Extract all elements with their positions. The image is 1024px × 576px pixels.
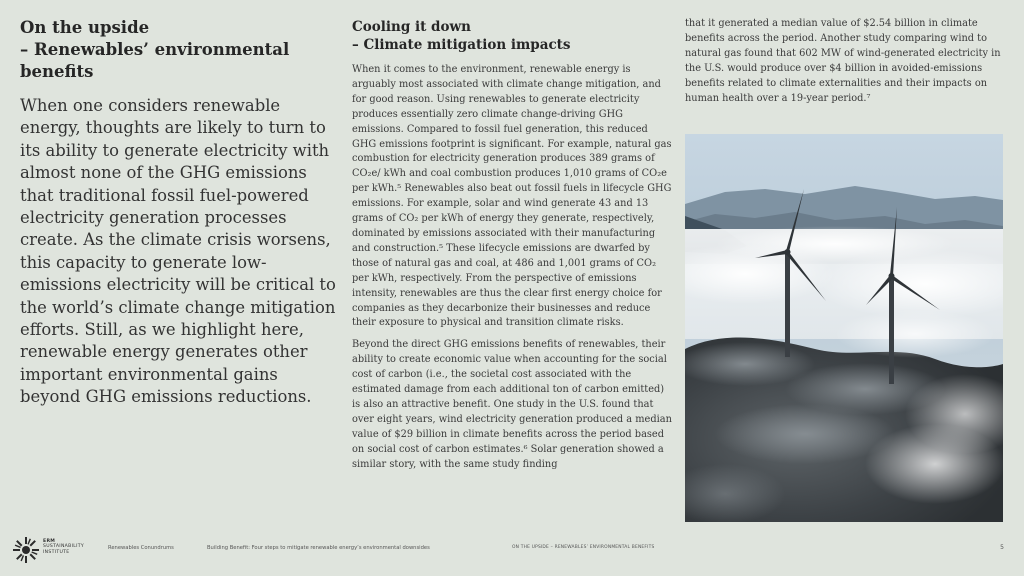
lead-paragraph: When one considers renewable energy, thoughts are likely to turn to its ability to generate electricity with almost none of the GHG emissions that traditional fossil fuel-powered electricity generation processes create. As the climate crisis worsens, this capacity to generate low-emissions electricity will be critical to the world’s climate change mitigation efforts. Still, as we highlight here, renewable energy generates other important environmental gains beyond GHG emissions reductions.: [20, 96, 336, 407]
photo-illustration: [685, 134, 1003, 522]
subsection-subtitle: – Climate mitigation impacts: [352, 37, 571, 53]
erm-logo-icon: [12, 536, 40, 564]
body-paragraph-3: that it generated a median value of $2.54 billion in climate benefits across the period. Another study comparing wind to natural gas found that 602 MW of wind-generated electricity in the U.S. would produce over $4 billion in avoided-emissions benefits related to climate externalities and their impacts on human health over a 19-year period.⁷: [685, 18, 1001, 104]
body-paragraph-1: When it comes to the environment, renewable energy is arguably most associated with climate change mitigation, and for good reason. Using renewables to generate electricity produces essentially zero climate change-driving GHG emissions. Compared to fossil fuel generation, this reduced GHG emissions footprint is significant. For example, natural gas combustion for electricity generation produces 389 grams of CO₂e/ kWh and coal combustion produces 1,010 grams of CO₂e per kWh.⁵ Renewables also beat out fossil fuels in lifecycle GHG emissions. For example, solar and wind generate 43 and 13 grams of CO₂ per kWh of energy they generate, respectively, dominated by emissions associated with their manufacturing and construction.⁵ These lifecycle emissions are dwarfed by those of natural gas and coal, at 486 and 1,001 grams of CO₂ per kWh, respectively. From the perspective of emissions intensity, renewables are thus the clear first energy choice for companies as they decarbonize their businesses and reduce their exposure to physical and transition climate risks.: [352, 64, 672, 329]
subsection-title: Cooling it down: [352, 19, 471, 35]
right-column: [685, 17, 1005, 106]
logo-line-2: SUSTAINABILITY: [43, 544, 84, 550]
wind-turbines-in-fog-photo: [685, 134, 1003, 522]
page-number: 5: [1000, 544, 1004, 551]
middle-column: [352, 18, 674, 472]
left-column: [20, 17, 342, 409]
logo-line-3: INSTITUTE: [43, 549, 70, 555]
page-footer: [0, 530, 1024, 576]
section-subtitle: – Renewables’ environmental benefits: [20, 40, 290, 81]
logo-line-1: ERM: [43, 539, 56, 544]
logo-wordmark: [43, 539, 84, 555]
footer-link-building-benefit[interactable]: Building Benefit: Four steps to mitigate renewable energy’s environmental downsides: [207, 545, 430, 551]
footer-link-current-section[interactable]: ON THE UPSIDE – RENEWABLES’ ENVIRONMENTAL BENEFITS: [512, 545, 655, 550]
footer-link-renewables-conundrums[interactable]: Renewables Conundrums: [108, 545, 174, 551]
section-title: On the upside: [20, 18, 150, 37]
body-paragraph-2: Beyond the direct GHG emissions benefits of renewables, their ability to create economic value when accounting for the social cost of carbon (i.e., the societal cost associated with the estimated damage from each additional ton of carbon emitted) is also an attractive benefit. One study in the U.S. found that over eight years, wind electricity generation produced a median value of $29 billion in climate benefits across the period based on social cost of carbon estimates.⁶ Solar generation showed a similar story, with the same study finding: [352, 339, 672, 470]
